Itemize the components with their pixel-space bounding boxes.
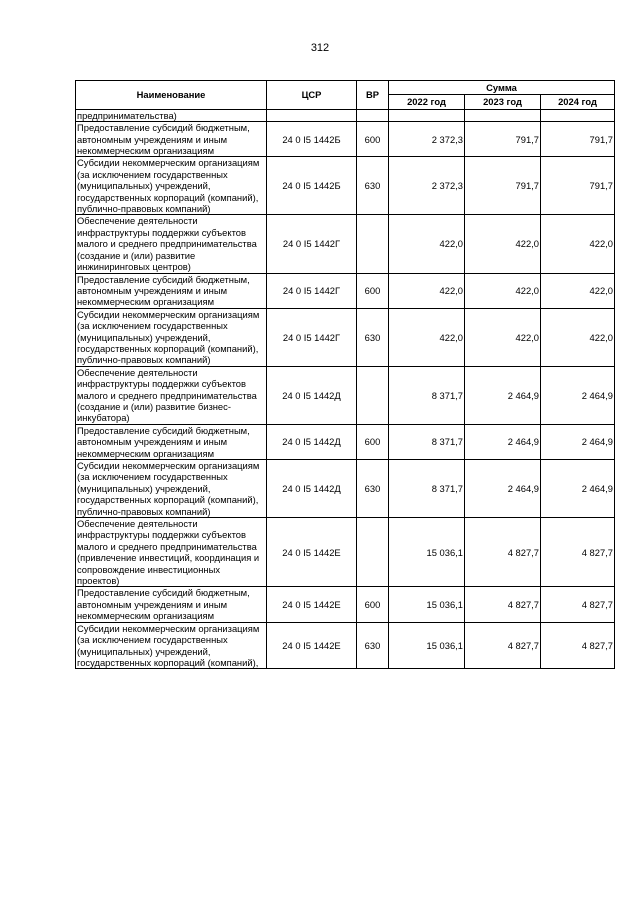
header-name: Наименование [76,81,267,110]
row-csr-cell [267,109,357,121]
row-name-cell: предпринимательства) [76,109,267,121]
row-csr-cell: 24 0 I5 1442Г [267,215,357,273]
row-2023-cell: 4 827,7 [465,518,541,587]
table-row [76,109,615,121]
row-2023-cell [465,109,541,121]
row-2023-cell: 791,7 [465,157,541,215]
row-vr-cell: 600 [357,273,389,308]
row-csr-cell: 24 0 I5 1442Б [267,122,357,157]
row-2023-cell: 2 464,9 [465,366,541,424]
row-2022-cell: 8 371,7 [389,460,465,518]
table-row [76,518,615,587]
row-vr-cell: 630 [357,460,389,518]
header-sum: Сумма [389,81,615,95]
table-row [76,587,615,622]
row-csr-cell: 24 0 I5 1442Г [267,308,357,366]
row-2022-cell: 2 372,3 [389,157,465,215]
header-csr: ЦСР [267,81,357,110]
row-vr-cell [357,109,389,121]
row-name-cell: Предоставление субсидий бюджетным, автономным учреждениям и иным некоммерческим организациям [76,273,267,308]
page-number: 312 [310,42,330,54]
row-2022-cell: 15 036,1 [389,622,465,669]
header-2022: 2022 год [389,95,465,109]
row-2022-cell: 422,0 [389,215,465,273]
row-name-cell: Предоставление субсидий бюджетным, автономным учреждениям и иным некоммерческим организациям [76,424,267,459]
row-vr-cell: 630 [357,308,389,366]
row-2023-cell: 4 827,7 [465,587,541,622]
row-2023-cell: 422,0 [465,308,541,366]
row-2024-cell: 2 464,9 [541,424,615,459]
table-row [76,273,615,308]
row-2024-cell: 2 464,9 [541,460,615,518]
table-row [76,157,615,215]
row-2023-cell: 422,0 [465,273,541,308]
row-2023-cell: 2 464,9 [465,460,541,518]
row-vr-cell: 600 [357,424,389,459]
row-2022-cell: 8 371,7 [389,366,465,424]
row-vr-cell [357,518,389,587]
row-2024-cell: 791,7 [541,122,615,157]
row-csr-cell: 24 0 I5 1442Е [267,518,357,587]
row-name-cell: Обеспечение деятельности инфраструктуры поддержки субъектов малого и среднего предпринимательства (создание и (или) развитие бизнес-инкубатора) [76,366,267,424]
row-2022-cell [389,109,465,121]
row-2022-cell: 15 036,1 [389,587,465,622]
row-2024-cell: 422,0 [541,215,615,273]
row-2024-cell [541,109,615,121]
row-2024-cell: 2 464,9 [541,366,615,424]
row-csr-cell: 24 0 I5 1442Г [267,273,357,308]
table-row [76,122,615,157]
row-name-cell: Обеспечение деятельности инфраструктуры поддержки субъектов малого и среднего предпринимательства (привлечение инвестиций, координация и сопровождение инвестиционных проектов) [76,518,267,587]
row-2022-cell: 15 036,1 [389,518,465,587]
header-2024: 2024 год [541,95,615,109]
row-csr-cell: 24 0 I5 1442Д [267,366,357,424]
row-csr-cell: 24 0 I5 1442Б [267,157,357,215]
row-2022-cell: 8 371,7 [389,424,465,459]
row-2024-cell: 791,7 [541,157,615,215]
table-row [76,215,615,273]
table-row [76,424,615,459]
header-2023: 2023 год [465,95,541,109]
row-2024-cell: 4 827,7 [541,587,615,622]
row-csr-cell: 24 0 I5 1442Е [267,587,357,622]
row-name-cell: Предоставление субсидий бюджетным, автономным учреждениям и иным некоммерческим организациям [76,587,267,622]
row-2024-cell: 422,0 [541,308,615,366]
row-name-cell: Обеспечение деятельности инфраструктуры поддержки субъектов малого и среднего предпринимательства (создание и (или) развитие инжиниринговых центров) [76,215,267,273]
row-2022-cell: 2 372,3 [389,122,465,157]
table-row [76,366,615,424]
row-2023-cell: 791,7 [465,122,541,157]
table-row [76,622,615,669]
row-csr-cell: 24 0 I5 1442Е [267,622,357,669]
row-name-cell: Субсидии некоммерческим организациям (за исключением государственных (муниципальных) учреждений, государственных корпораций (компаний), публично-правовых компаний) [76,460,267,518]
row-2024-cell: 4 827,7 [541,622,615,669]
row-vr-cell: 630 [357,157,389,215]
row-csr-cell: 24 0 I5 1442Д [267,460,357,518]
budget-table [75,80,615,669]
row-csr-cell: 24 0 I5 1442Д [267,424,357,459]
table-body [76,109,615,669]
row-name-cell: Предоставление субсидий бюджетным, автономным учреждениям и иным некоммерческим организациям [76,122,267,157]
row-2022-cell: 422,0 [389,273,465,308]
row-name-cell: Субсидии некоммерческим организациям (за исключением государственных (муниципальных) учреждений, государственных корпораций (компаний), публично-правовых компаний) [76,308,267,366]
row-vr-cell [357,215,389,273]
row-vr-cell [357,366,389,424]
row-vr-cell: 600 [357,122,389,157]
row-2023-cell: 4 827,7 [465,622,541,669]
row-2024-cell: 4 827,7 [541,518,615,587]
table-row [76,460,615,518]
row-2024-cell: 422,0 [541,273,615,308]
row-2022-cell: 422,0 [389,308,465,366]
row-name-cell: Субсидии некоммерческим организациям (за исключением государственных (муниципальных) учреждений, государственных корпораций (компаний), публично-правовых компаний) [76,157,267,215]
table-row [76,308,615,366]
header-vr: ВР [357,81,389,110]
row-2023-cell: 422,0 [465,215,541,273]
row-name-cell: Субсидии некоммерческим организациям (за исключением государственных (муниципальных) учреждений, государственных корпораций (компаний), [76,622,267,669]
row-2023-cell: 2 464,9 [465,424,541,459]
row-vr-cell: 630 [357,622,389,669]
row-vr-cell: 600 [357,587,389,622]
